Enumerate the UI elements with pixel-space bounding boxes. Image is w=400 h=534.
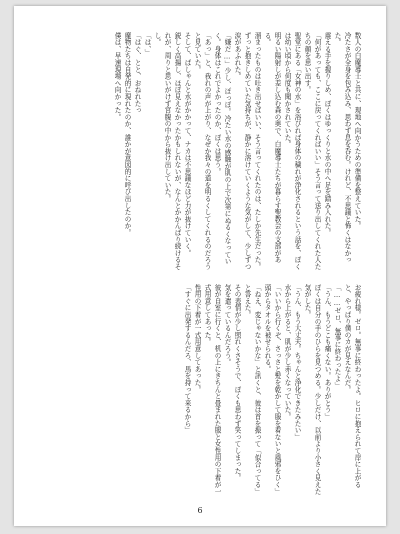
paragraph: 「……ゼロ、無事に終わったよ」 (333, 284, 341, 389)
text-block-top (44, 32, 362, 270)
paragraph: 数人の白魔導士と共に、現地へ向かうための準備を整えていた。 (353, 32, 361, 230)
paragraph: 「はぐ、とと、おねれたっ (133, 32, 141, 114)
paragraph: ぼくは自分の手のひらを見つめる。少しだけ、以前より小さく見えた気がした。 (303, 284, 321, 495)
paragraph: 溜まったものは吐き出せばいい、そう言ってくれたのは、たしか先生だった。 (253, 32, 261, 270)
paragraph: 僕は、早速現場へ向かった。 (113, 32, 121, 121)
paragraph: 気を遣っているんだろう。 (223, 284, 231, 366)
paragraph: し。 (153, 32, 161, 46)
paragraph: 聖堂にある「女神の水」を浴びれば身体の穢れが浄化されるという話を、ぼくは幼い頃から何度も聞かされていた。 (283, 32, 301, 270)
paragraph: 「あっ」と、我れの声が上がり、なぜか我々の道を明るくしてくれるのだろうと見ていた。 (193, 32, 211, 270)
paragraph: 「すぐに出発するんだろ、馬を持って来るから」 (183, 284, 191, 434)
paragraph: そして、ぱしゃんと水がかかって、ナカは不思議なほど力が抜けていく。 (183, 32, 191, 257)
page-number: 6 (197, 506, 203, 515)
paragraph: 「何があっても、ここに戻ってくればいい」そう言って送り出してくれた人たちの顔を思い出す。 (303, 32, 321, 270)
paragraph: 「嫌だ…」少し、ぽっぽ。冷たい水の感触が肌の上で次第にぬるくなっていく。身体はこれでよかったのか、ぼくは思う。 (213, 32, 231, 265)
paragraph: 「ねえ、変じゃないかな」と訊くと、彼は首を振って「似合ってる」と答えた。 (243, 284, 261, 495)
paragraph: 「は、」 (143, 32, 151, 56)
paragraph: 頭からタオルを被せられる。 (263, 284, 271, 373)
paragraph: その表情が少し照れくさそうで、ぼくも思わず笑ってしまった。 (233, 284, 241, 482)
paragraph: 「うん、もうどこも痛くない。ありがとう」 (323, 284, 331, 420)
document-page (14, 6, 386, 526)
paragraph: お疲れ様。ゼロ。無事に終わったよ。ヒロに抱えられて岸に上がると、やっぱり僕のカが見えなんだ。 (343, 284, 361, 488)
paragraph: 魔物たちは自発的に現れたのか、誰かが意図的に呼び出したのか。 (123, 32, 131, 236)
text-block-bottom (44, 284, 362, 498)
paragraph: 「いいから行くぞ、さっさと髪を乾かして服を着ないと風邪をひく」 (273, 284, 281, 495)
paragraph: 震える手を握りしめ、ぼくはゆっくりと水の中へ足を踏み入れた。 (323, 32, 331, 236)
paragraph: 明るい陽射しが差し込む森の奥で、白魔導士たちが暮らす聖教会の支部がある。 (263, 32, 281, 264)
paragraph: 水から上がると、肌が少し赤くなっていた。 (283, 284, 291, 420)
paragraph: ずっと抱きしめていた気持ちが、静かに溶けていくような気がして、少しずつ涙があふれた。 (233, 32, 251, 270)
paragraph: 「うん、もう大丈夫。ちゃんと浄化できたみたい」 (293, 284, 301, 441)
paragraph: 性用の下着が一式用意してあった。 (193, 284, 201, 393)
paragraph: 鋭しく高揚し、ほぼ見えなかったかもしれないが、なんとかかんばり続けるそれが、周りと思いがけず宮腹の中から抜け出していた。 (163, 32, 181, 270)
paragraph: 彼が自室に行くと、机の上にきちんと畳まれた服と女性用の下着が一式用意してあった。 (203, 284, 221, 495)
paragraph: 冷たさが全身を包み込み、思わず息を呑む。けれど、不思議と怖くはなかった。 (333, 32, 351, 264)
